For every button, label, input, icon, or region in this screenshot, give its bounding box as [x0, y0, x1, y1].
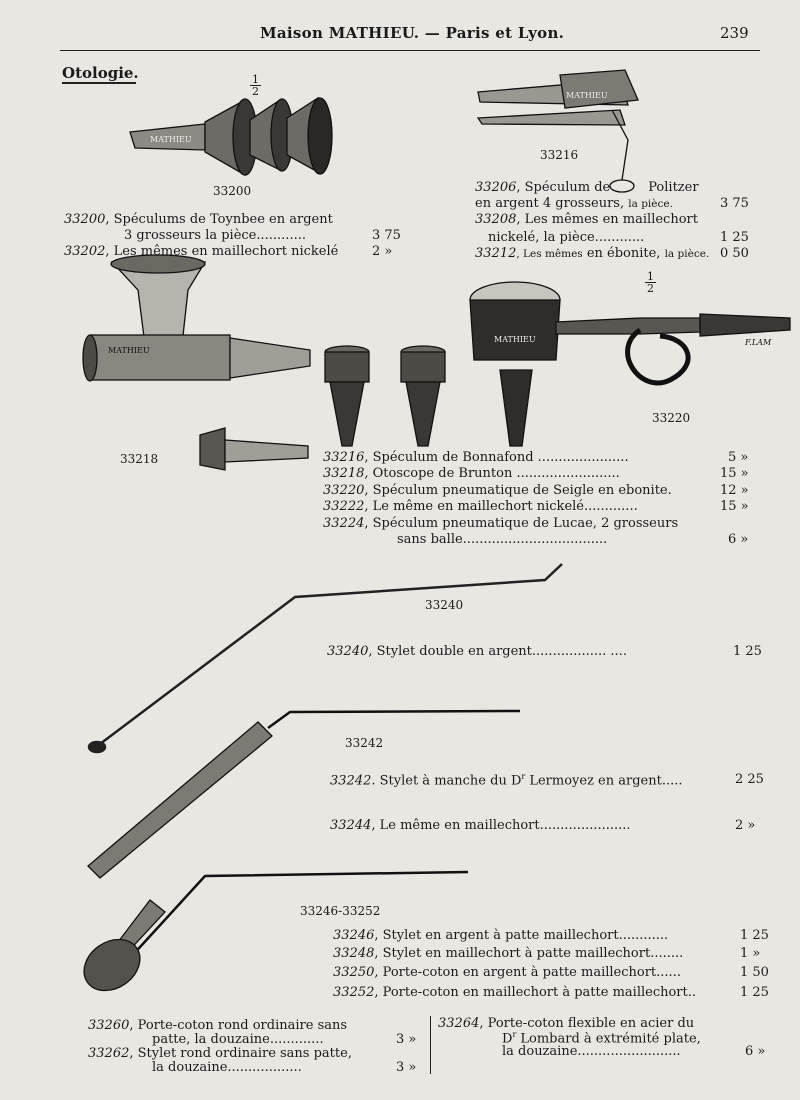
item-text: , Spéculum de: [516, 180, 611, 195]
price-33260: 3 »: [396, 1032, 417, 1047]
item-33216: [323, 450, 629, 465]
price-33242: 2 25: [735, 772, 764, 787]
item-33252: [333, 985, 696, 1000]
item-text: , Porte-coton rond ordinaire sans: [129, 1018, 348, 1033]
item-number: 33212: [475, 246, 517, 261]
item-number: 33218: [323, 466, 365, 481]
price-33220: 12 »: [720, 483, 749, 498]
item-33208-line2: [488, 230, 644, 245]
item-text-continued: Lermoyez en argent.....: [525, 773, 683, 789]
section-underline: [62, 82, 136, 84]
scale-mark-2-denominator: 2: [647, 282, 654, 295]
item-text: , Stylet en maillechort à patte maillechort........: [374, 946, 684, 961]
item-text: , Spéculum pneumatique de Lucae, 2 grosseurs: [364, 516, 679, 531]
item-text: , Stylet double en argent.................. ....: [368, 644, 627, 659]
item-33208: [475, 212, 698, 227]
figure-33218: 33218: [120, 452, 159, 466]
item-number: 33264: [438, 1016, 480, 1031]
header-rule: [60, 50, 760, 51]
item-33218: [323, 466, 620, 481]
item-33248: [333, 946, 683, 961]
item-text: , Spéculum pneumatique de Seigle en ebonite.: [364, 483, 672, 498]
price-33212: 0 50: [720, 246, 749, 261]
scale-mark-1: [250, 74, 261, 97]
price-33240: 1 25: [733, 644, 762, 659]
item-text: , Les mêmes en maillechort nickelé: [105, 244, 339, 259]
item-text-continued: Politzer: [648, 180, 699, 195]
item-text: patte, la douzaine.............: [152, 1032, 324, 1047]
item-text-small: , Les mêmes: [516, 248, 583, 260]
item-text: , Stylet en argent à patte maillechort............: [374, 928, 669, 943]
price-33206: 3 75: [720, 196, 749, 211]
scale-mark-2: [645, 271, 656, 294]
scale-mark-1-denominator: 2: [252, 85, 259, 98]
item-superscript: r: [512, 1030, 517, 1039]
item-text: 3 grosseurs la pièce............: [124, 228, 306, 243]
toynbee-speculum-illustration: [130, 98, 332, 175]
price-33222: 15 »: [720, 499, 749, 514]
item-33240: [327, 644, 627, 659]
item-number: 33242: [330, 773, 372, 789]
item-33262-line2: [152, 1060, 302, 1075]
brunton-otoscope-engraved-mark: MATHIEU: [108, 346, 150, 355]
item-text: la douzaine.........................: [502, 1044, 681, 1059]
item-33202: [64, 244, 338, 259]
item-33200: [64, 212, 333, 227]
price-33200: 3 75: [372, 228, 401, 243]
item-33224-line2: [397, 532, 607, 547]
item-33264: [438, 1016, 694, 1031]
politzer-speculum-illustration: [478, 70, 638, 192]
figure-33242: 33242: [345, 736, 384, 750]
item-superscript: r: [521, 772, 526, 781]
item-text: en argent 4 grosseurs,: [475, 196, 629, 211]
figure-33246-33252: 33246-33252: [300, 904, 381, 918]
section-heading: Otologie.: [62, 64, 139, 82]
item-text-continued: Lombard à extrémité plate,: [516, 1031, 701, 1047]
item-text: , Stylet rond ordinaire sans patte,: [129, 1046, 352, 1061]
item-number: 33240: [327, 644, 369, 659]
item-33260: [88, 1018, 347, 1033]
price-33248: 1 »: [740, 946, 761, 961]
item-number: 33200: [64, 212, 106, 227]
item-33224: [323, 516, 678, 531]
item-text: , Spéculum de Bonnafond ......................: [364, 450, 629, 465]
price-33264: 6 »: [745, 1044, 766, 1059]
item-number: 33252: [333, 985, 375, 1000]
item-33212: [475, 246, 709, 261]
item-number: 33262: [88, 1046, 130, 1061]
item-text: D: [502, 1031, 513, 1047]
scale-mark-1-numerator: 1: [252, 73, 259, 86]
item-33262: [88, 1046, 352, 1061]
item-number: 33250: [333, 965, 375, 980]
item-number: 33220: [323, 483, 365, 498]
engraver-signature: F.LAM: [745, 338, 772, 347]
item-number: 33208: [475, 212, 517, 227]
figure-33240: 33240: [425, 598, 464, 612]
item-text: la douzaine..................: [152, 1060, 302, 1075]
item-unit: la pièce.: [628, 198, 673, 210]
bonnafond-speculum-illustration: [325, 346, 445, 446]
price-33216: 5 »: [728, 450, 749, 465]
item-number: 33224: [323, 516, 365, 531]
item-33206-line2: [475, 196, 673, 211]
price-33252: 1 25: [740, 985, 769, 1000]
price-33250: 1 50: [740, 965, 769, 980]
item-text: , Spéculums de Toynbee en argent: [105, 212, 333, 227]
item-text: nickelé, la pièce............: [488, 230, 645, 245]
item-text: , Le même en maillechort......................: [371, 818, 631, 833]
item-33250: [333, 965, 681, 980]
item-33242: [330, 772, 683, 788]
item-number: 33248: [333, 946, 375, 961]
price-33202: 2 »: [372, 244, 393, 259]
item-33244: [330, 818, 631, 833]
page-number: 239: [720, 24, 749, 42]
item-unit: la pièce.: [664, 248, 710, 260]
item-text: sans balle...................................: [397, 532, 608, 547]
price-33224: 6 »: [728, 532, 749, 547]
item-33222: [323, 499, 638, 514]
item-text: , Les mêmes en maillechort: [516, 212, 698, 227]
price-33244: 2 »: [735, 818, 756, 833]
figure-33220: 33220: [652, 411, 691, 425]
scale-mark-2-numerator: 1: [647, 270, 654, 283]
price-33246: 1 25: [740, 928, 769, 943]
item-number: 33206: [475, 180, 517, 195]
price-33262: 3 »: [396, 1060, 417, 1075]
toynbee-speculum-engraved-mark: MATHIEU: [150, 135, 192, 144]
item-number: 33202: [64, 244, 106, 259]
item-33264-line3: [502, 1044, 681, 1059]
item-text: , Otoscope de Brunton .........................: [364, 466, 620, 481]
item-text: , Porte-coton en maillechort à patte maillechort..: [374, 985, 697, 1000]
seigle-pneumatic-speculum-engraved-mark: MATHIEU: [494, 335, 536, 344]
item-number: 33216: [323, 450, 365, 465]
item-number: 33244: [330, 818, 372, 833]
column-divider: [430, 1016, 431, 1074]
lermoyez-stylet-illustration: [88, 711, 520, 878]
item-33220: [323, 483, 672, 498]
item-text: , Le même en maillechort nickelé.............: [364, 499, 638, 514]
item-text: , Porte-coton en argent à patte maillechort......: [374, 965, 681, 980]
figure-33216: 33216: [540, 148, 579, 162]
brunton-otoscope-illustration: [83, 255, 310, 470]
politzer-speculum-engraved-mark: MATHIEU: [566, 91, 608, 100]
item-33260-line2: [152, 1032, 324, 1047]
item-33246: [333, 928, 668, 943]
item-text: en ébonite,: [582, 246, 665, 261]
item-number: 33246: [333, 928, 375, 943]
item-number: 33222: [323, 499, 365, 514]
item-text: . Stylet à manche du D: [371, 773, 522, 789]
item-number: 33260: [88, 1018, 130, 1033]
item-33200-line2: [124, 228, 306, 243]
page-title: Maison MATHIEU. — Paris et Lyon.: [260, 24, 565, 42]
item-33206: [475, 180, 699, 195]
price-33218: 15 »: [720, 466, 749, 481]
item-text: , Porte-coton flexible en acier du: [479, 1016, 695, 1031]
page-header: [0, 24, 800, 48]
figure-33200: 33200: [213, 184, 252, 198]
price-33208: 1 25: [720, 230, 749, 245]
seigle-pneumatic-speculum-illustration: [470, 282, 790, 446]
